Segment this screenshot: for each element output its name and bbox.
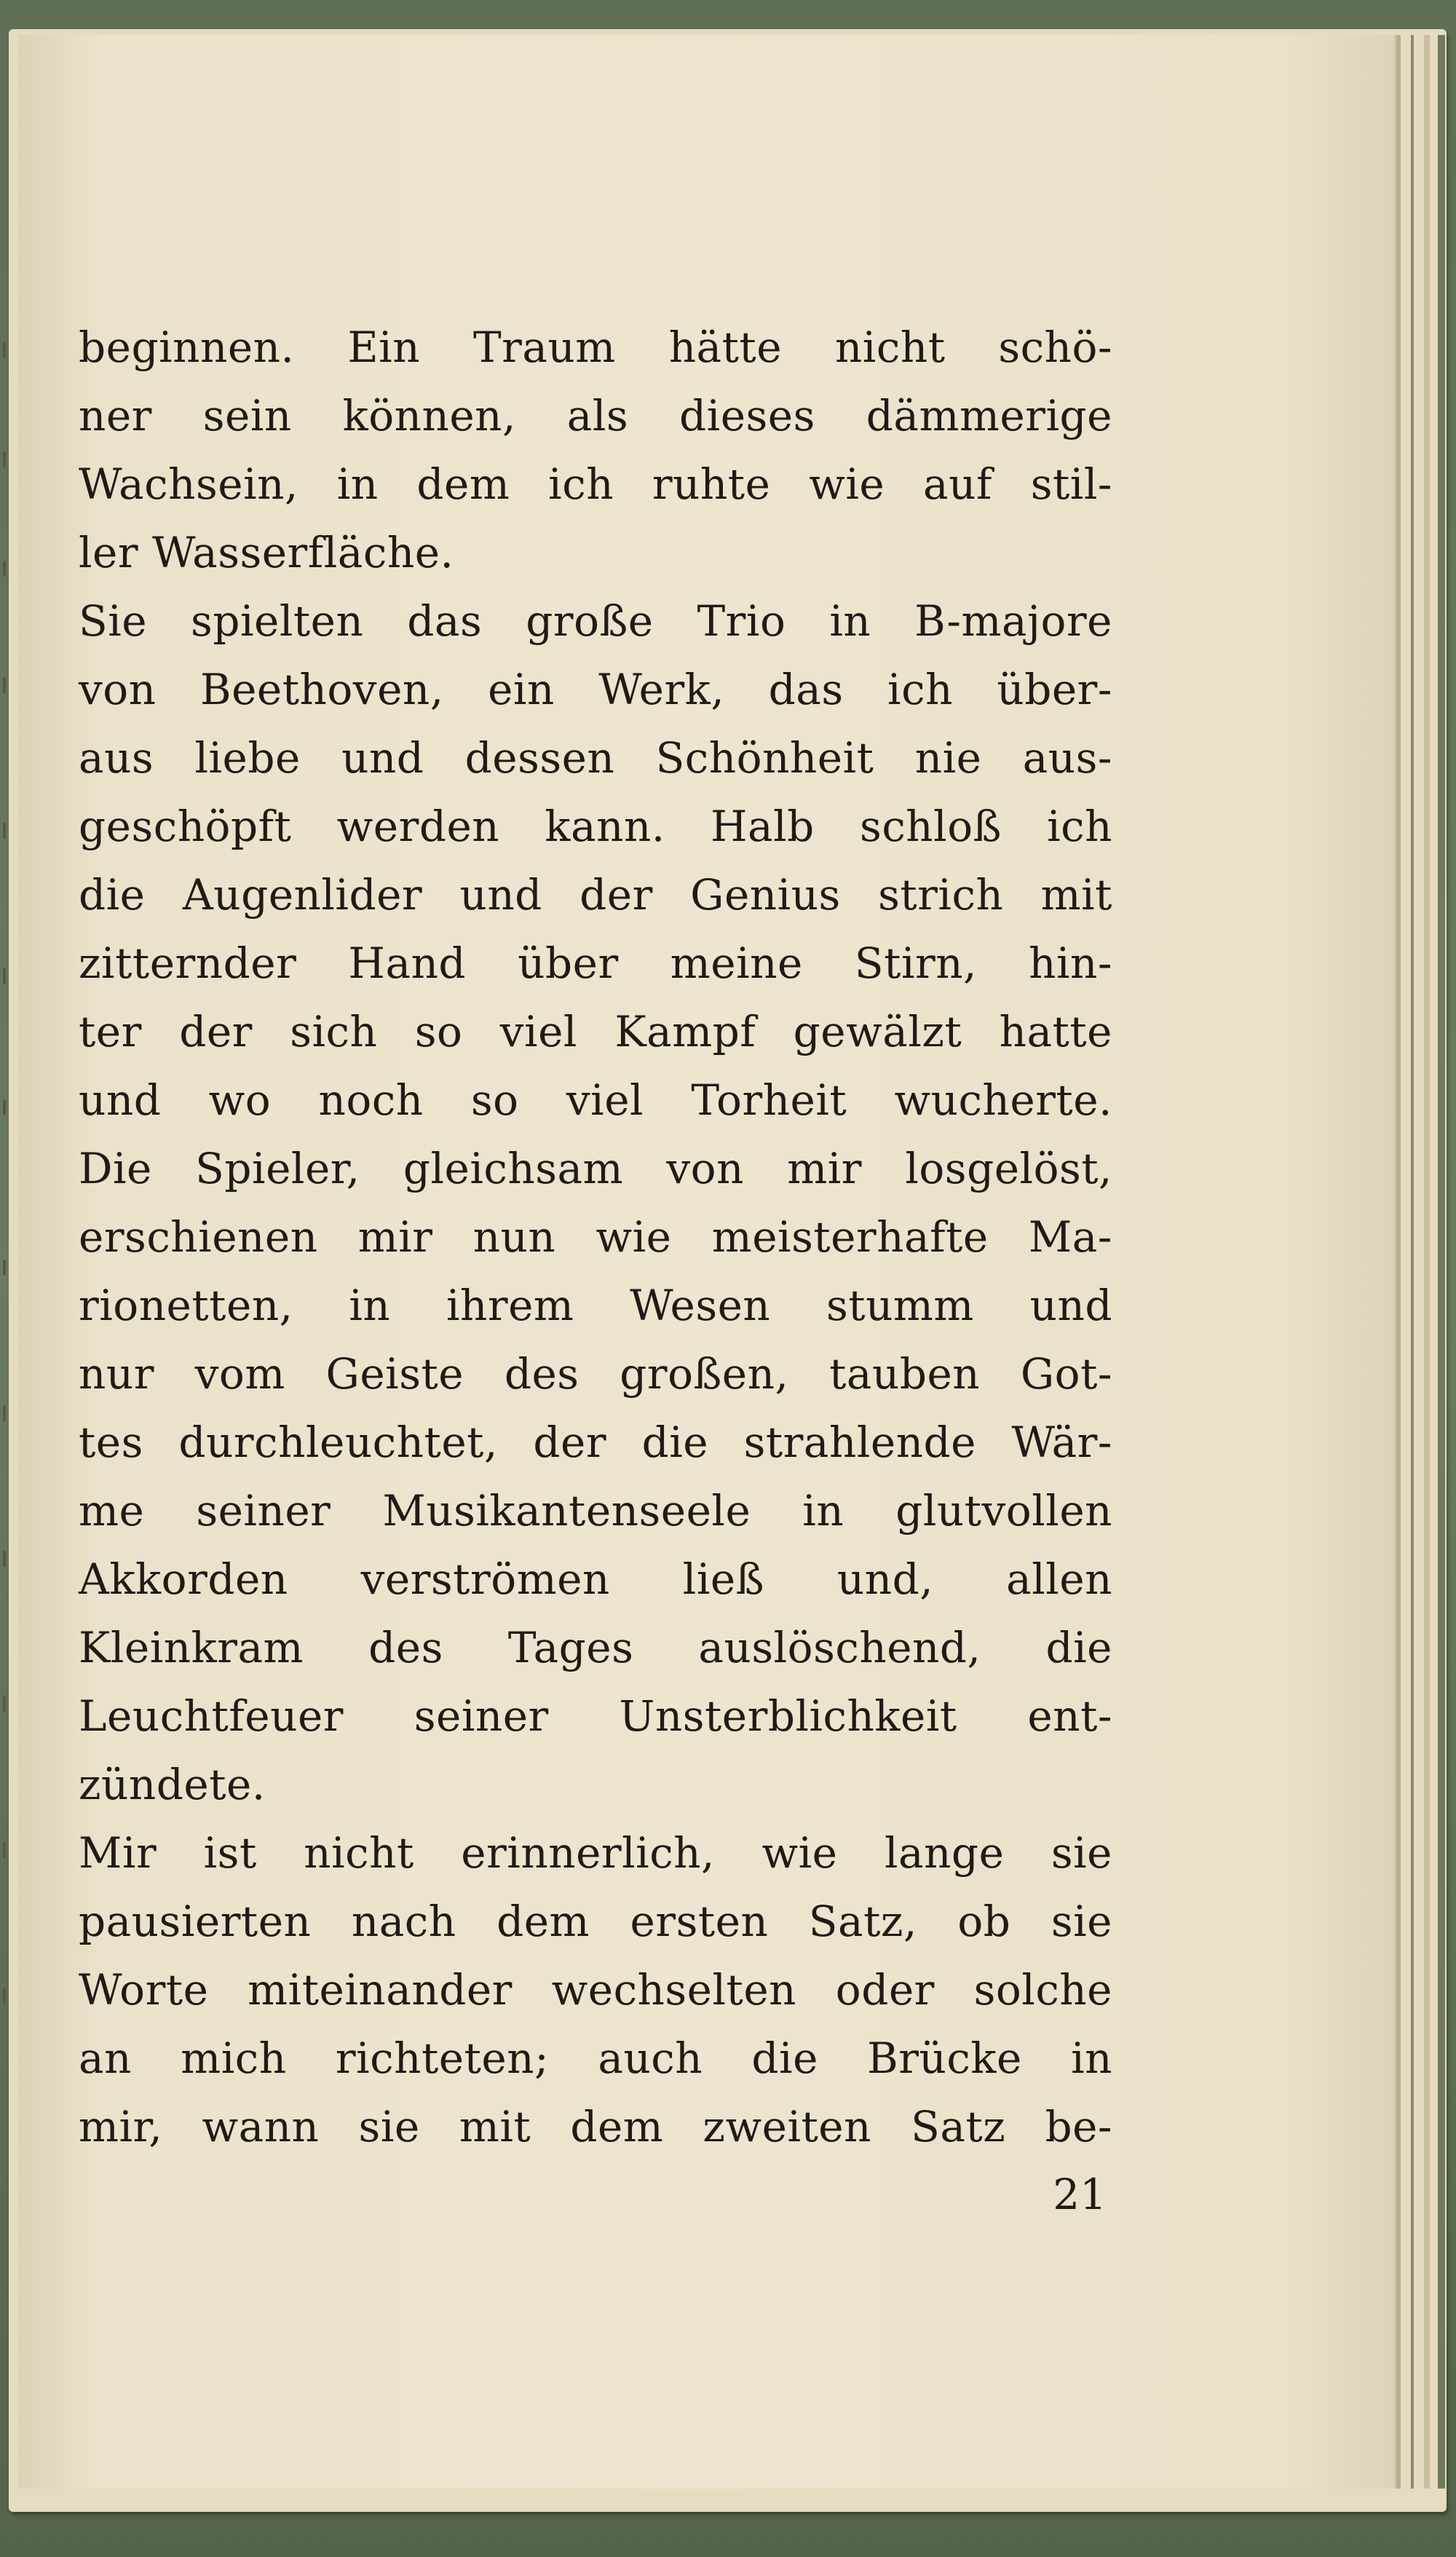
text-line: aus liebe und dessen Schönheit nie aus- (79, 733, 1112, 783)
text-line: Kleinkram des Tages auslöschend, die (79, 1623, 1112, 1672)
text-line: Sie spielten das große Trio in B-majore (79, 596, 1112, 646)
body-text (79, 313, 1112, 2161)
text-line: Die Spieler, gleichsam von mir losgelöst, (79, 1144, 1112, 1193)
page-edge (1396, 35, 1401, 2489)
text-line: und wo noch so viel Torheit wucherte. (79, 1075, 1112, 1125)
text-line: an mich richteten; auch die Brücke in (79, 2034, 1112, 2083)
page-edge (1424, 35, 1430, 2489)
text-line: ler Wasserfläche. (79, 528, 454, 577)
page-edge (1411, 35, 1414, 2489)
text-line: rionetten, in ihrem Wesen stumm und (79, 1281, 1112, 1330)
text-line: Mir ist nicht erinnerlich, wie lange sie (79, 1828, 1112, 1878)
text-line: ter der sich so viel Kampf gewälzt hatte (79, 1007, 1112, 1056)
text-line: die Augenlider und der Genius strich mit (79, 870, 1112, 920)
text-line: mir, wann sie mit dem zweiten Satz be- (79, 2102, 1112, 2151)
text-line: Leuchtfeuer seiner Unsterblichkeit ent- (79, 1691, 1112, 1741)
text-line: beginnen. Ein Traum hätte nicht schö- (79, 323, 1112, 372)
gutter-show-through (0, 313, 15, 2133)
page-number: 21 (1053, 2170, 1107, 2219)
text-line: geschöpft werden kann. Halb schloß ich (79, 802, 1112, 851)
text-line: von Beethoven, ein Werk, das ich über- (79, 665, 1112, 714)
text-line: Akkorden verströmen ließ und, allen (79, 1554, 1112, 1604)
text-line: nur vom Geiste des großen, tauben Got- (79, 1349, 1112, 1399)
text-line: zündete. (79, 1760, 266, 1809)
text-line: zitternder Hand über meine Stirn, hin- (79, 938, 1112, 988)
page-edge (1438, 35, 1445, 2489)
text-line: Wachsein, in dem ich ruhte wie auf stil- (79, 459, 1112, 509)
text-line: pausierten nach dem ersten Satz, ob sie (79, 1897, 1112, 1946)
text-line: me seiner Musikantenseele in glutvollen (79, 1486, 1112, 1536)
text-line: ner sein können, als dieses dämmerige (79, 391, 1112, 440)
text-line: erschienen mir nun wie meisterhafte Ma- (79, 1212, 1112, 1262)
text-line: tes durchleuchtet, der die strahlende Wär- (79, 1418, 1112, 1467)
text-line: Worte miteinander wechselten oder solche (79, 1965, 1112, 2015)
